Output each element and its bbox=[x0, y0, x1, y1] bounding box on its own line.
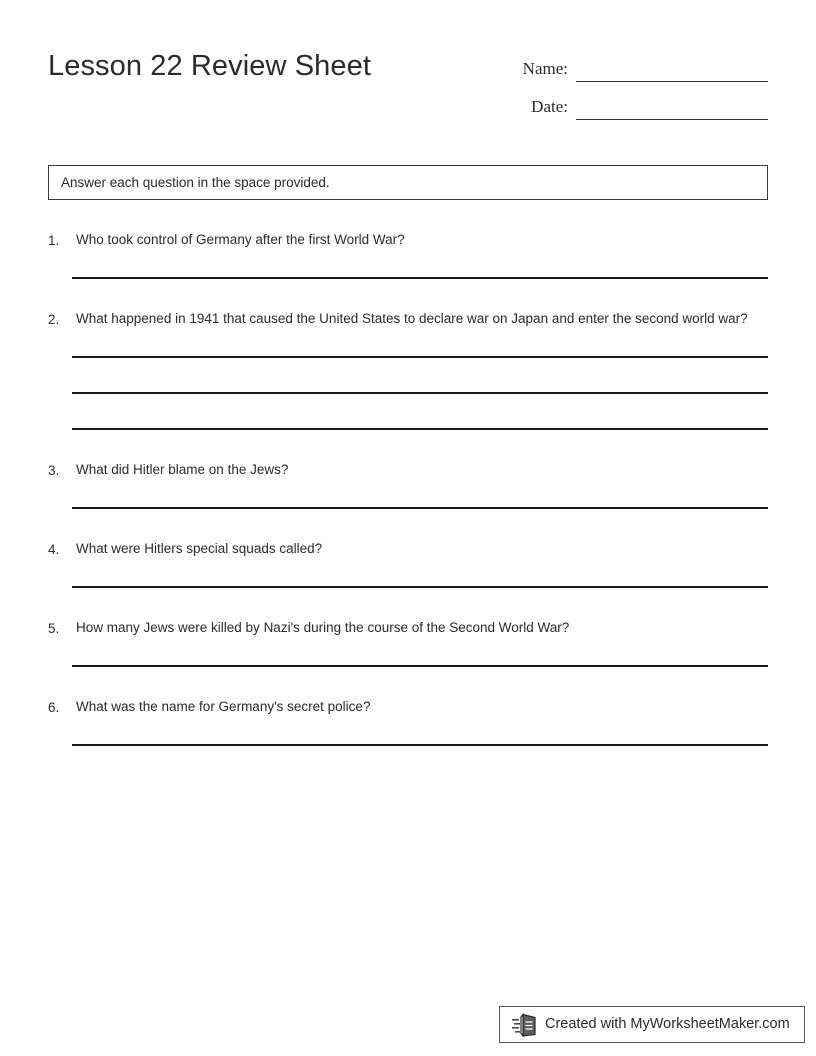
name-label: Name: bbox=[522, 59, 568, 78]
answer-lines bbox=[72, 277, 768, 279]
name-date-block bbox=[498, 44, 768, 120]
answer-line[interactable] bbox=[72, 428, 768, 430]
question-number: 4. bbox=[48, 542, 60, 557]
question-item bbox=[48, 618, 768, 667]
directions-box bbox=[48, 165, 768, 200]
question-text: Who took control of Germany after the first World War? bbox=[76, 232, 405, 247]
answer-line[interactable] bbox=[72, 277, 768, 279]
created-with-label: Created with MyWorksheetMaker.com bbox=[545, 1016, 790, 1032]
question-text: What did Hitler blame on the Jews? bbox=[76, 462, 289, 477]
name-input-line[interactable] bbox=[576, 59, 768, 82]
answer-line[interactable] bbox=[72, 744, 768, 746]
name-row bbox=[498, 44, 768, 82]
question-head bbox=[48, 697, 768, 718]
question-number: 3. bbox=[48, 463, 60, 478]
answer-lines bbox=[72, 507, 768, 509]
question-number: 1. bbox=[48, 233, 60, 248]
answer-line[interactable] bbox=[72, 665, 768, 667]
answer-lines bbox=[72, 586, 768, 588]
answer-line[interactable] bbox=[72, 392, 768, 394]
question-item bbox=[48, 230, 768, 279]
question-item bbox=[48, 460, 768, 509]
date-input-line[interactable] bbox=[576, 97, 768, 120]
question-item bbox=[48, 309, 768, 430]
answer-lines bbox=[72, 665, 768, 667]
question-text: How many Jews were killed by Nazi's during the course of the Second World War? bbox=[76, 620, 570, 635]
date-row bbox=[498, 82, 768, 120]
question-head bbox=[48, 309, 768, 330]
question-text: What happened in 1941 that caused the United States to declare war on Japan and enter the second world war? bbox=[76, 311, 748, 326]
questions-list bbox=[48, 230, 768, 776]
answer-line[interactable] bbox=[72, 507, 768, 509]
question-item bbox=[48, 697, 768, 746]
answer-lines bbox=[72, 744, 768, 746]
question-head bbox=[48, 539, 768, 560]
worksheet-header bbox=[48, 44, 768, 124]
answer-lines bbox=[72, 356, 768, 430]
question-number: 2. bbox=[48, 312, 60, 327]
date-label: Date: bbox=[531, 97, 568, 116]
created-with-badge[interactable] bbox=[499, 1006, 805, 1043]
question-item bbox=[48, 539, 768, 588]
answer-line[interactable] bbox=[72, 356, 768, 358]
directions-text: Answer each question in the space provided. bbox=[61, 174, 330, 190]
question-head bbox=[48, 460, 768, 481]
question-number: 6. bbox=[48, 700, 60, 715]
question-head bbox=[48, 230, 768, 251]
speeding-page-logo-icon bbox=[512, 1013, 538, 1037]
question-head bbox=[48, 618, 768, 639]
page-title: Lesson 22 Review Sheet bbox=[48, 50, 372, 82]
question-number: 5. bbox=[48, 621, 60, 636]
question-text: What were Hitlers special squads called? bbox=[76, 541, 323, 556]
answer-line[interactable] bbox=[72, 586, 768, 588]
question-text: What was the name for Germany's secret police? bbox=[76, 699, 371, 714]
